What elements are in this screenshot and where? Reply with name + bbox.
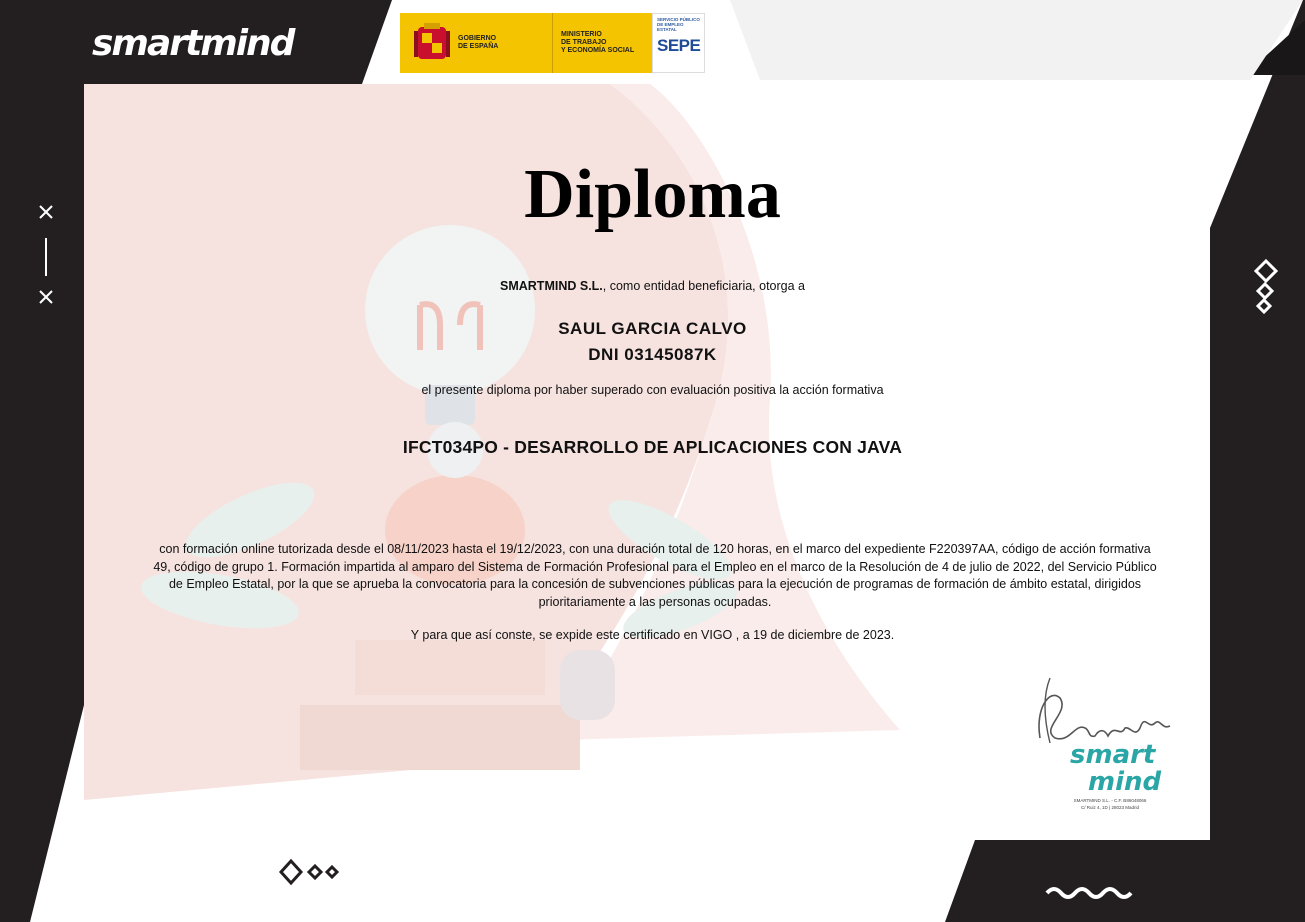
ministry-line2: DE TRABAJO: [561, 39, 607, 46]
ministerio-label: [552, 13, 652, 73]
sepe-label: SEPE: [657, 36, 701, 55]
course-details: con formación online tutorizada desde el 08/11/2023 hasta el 19/12/2023, con una duración total de 120 horas, en el marco del expediente F220397AA, código de acción formativa 49, código de grupo 1. Formación impartida al amparo del Sistema de Formación Profesional para el Empleo en el marco de la Resolución de 4 de julio de 2022, del Servicio Público de Empleo Estatal, por la que se aprueba la convocatoria para la concesión de subvenciones públicas para la ejecución de programas de formación de ámbito estatal, dirigidos prioritariamente a las personas ocupadas.: [153, 542, 1157, 609]
smartmind-logo: smartmind: [92, 23, 294, 64]
stamp-smart-text: smart: [1070, 740, 1156, 770]
coat-of-arms-icon: [412, 21, 452, 65]
ministry-line3: Y ECONOMÍA SOCIAL: [561, 47, 635, 54]
government-logos: [400, 13, 701, 73]
gobierno-block: [400, 13, 552, 73]
gov-line2: DE ESPAÑA: [458, 43, 499, 50]
stamp-mind-text: mind: [1088, 767, 1162, 796]
signature-stamp-graphic: [1030, 668, 1190, 796]
ministerio-block: [552, 13, 652, 73]
statement-text: el presente diploma por haber superado con evaluación positiva la acción formativa: [421, 383, 884, 397]
issuer-line: [0, 279, 1305, 293]
issuer-suffix: , como entidad beneficiaria, otorga a: [602, 279, 805, 293]
stamp-address: C/ Ruiz 4, 1D | 28023 Madrid: [1081, 805, 1139, 810]
issuer-name: SMARTMIND S.L.: [500, 279, 603, 293]
closing-text: Y para que así conste, se expide este certificado en VIGO , a 19 de diciembre de 2023.: [410, 628, 895, 642]
sepe-logo: [652, 13, 705, 73]
gobierno-label: [452, 13, 552, 73]
gov-line1: GOBIERNO: [458, 35, 497, 42]
ministry-line1: MINISTERIO: [561, 31, 602, 38]
company-stamp: [1030, 668, 1190, 818]
sepe-subtitle: SERVICIO PÚBLICO DE EMPLEO ESTATAL: [657, 17, 700, 32]
diploma-title: Diploma: [524, 156, 781, 233]
course-title: IFCT034PO - DESARROLLO DE APLICACIONES CON JAVA: [402, 437, 903, 457]
stamp-company: SMARTMIND S.L. - C.F. B86048066: [1073, 798, 1147, 803]
recipient-dni: DNI 03145087K: [588, 345, 717, 364]
recipient-name: SAUL GARCIA CALVO: [558, 319, 747, 338]
